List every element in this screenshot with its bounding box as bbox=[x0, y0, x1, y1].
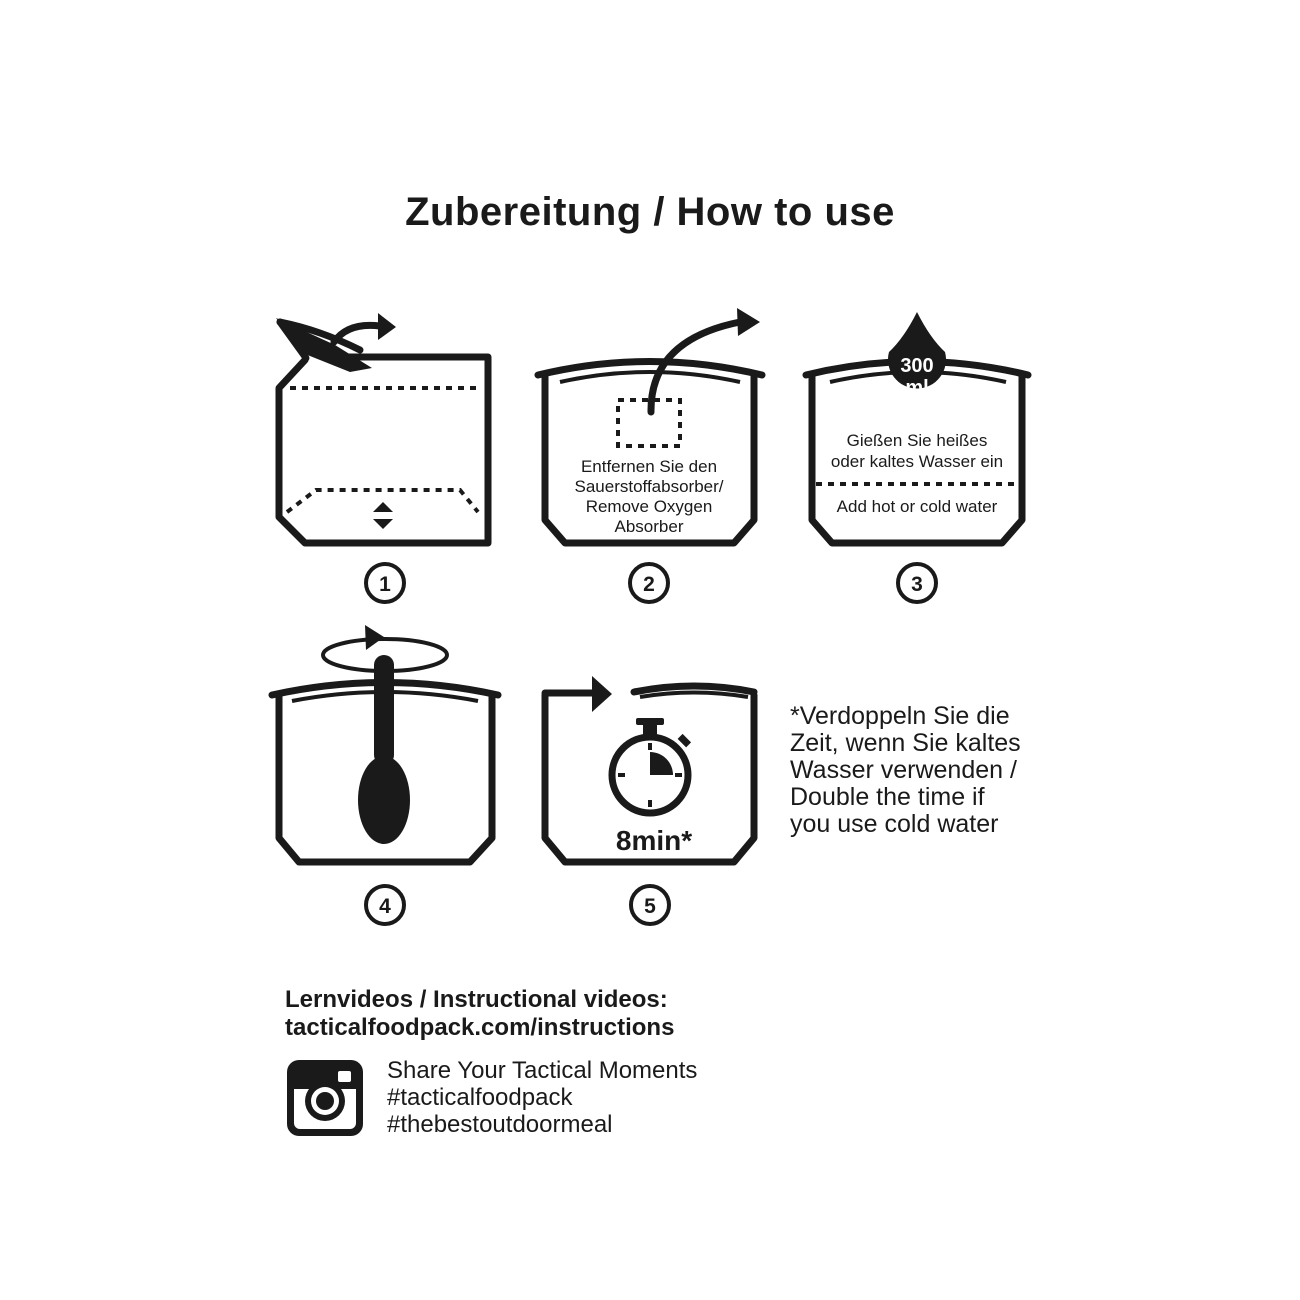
step-2-text-line-3: Remove Oxygen bbox=[585, 497, 713, 516]
note-line-1: *Verdoppeln Sie die bbox=[790, 702, 1010, 730]
step-2-pouch-illustration bbox=[538, 308, 762, 543]
learn-heading: Lernvideos / Instructional videos: bbox=[285, 986, 668, 1013]
note-line-2: Zeit, wenn Sie kaltes bbox=[790, 729, 1021, 757]
stopwatch-icon bbox=[612, 718, 691, 813]
step-2-number-badge bbox=[630, 564, 668, 602]
step-5-number: 5 bbox=[644, 895, 656, 918]
instagram-icon[interactable] bbox=[285, 1058, 365, 1138]
step-2-text-line-4: Absorber bbox=[614, 517, 684, 536]
peel-arrow-icon bbox=[334, 313, 396, 342]
step-1-number: 1 bbox=[379, 573, 391, 596]
step-4-pouch-illustration bbox=[272, 625, 498, 862]
step-5-pouch-illustration bbox=[545, 676, 754, 862]
timer-label: 8min* bbox=[615, 825, 693, 856]
step-2-text-line-2: Sauerstoffabsorber/ bbox=[574, 477, 724, 496]
step-2-number: 2 bbox=[643, 573, 655, 596]
step-3-text-line-3: Add hot or cold water bbox=[836, 497, 998, 516]
removal-arrow-icon bbox=[651, 308, 760, 412]
step-3-number: 3 bbox=[911, 573, 923, 596]
page-title: Zubereitung / How to use bbox=[405, 190, 895, 234]
step-2-text-line-1: Entfernen Sie den bbox=[580, 457, 718, 476]
note-line-5: you use cold water bbox=[790, 810, 999, 838]
note-line-4: Double the time if bbox=[790, 783, 985, 811]
cold-water-note bbox=[790, 703, 1021, 838]
step-1-number-badge bbox=[366, 564, 404, 602]
water-drop-icon bbox=[888, 312, 946, 399]
step-3-number-badge bbox=[898, 564, 936, 602]
instructions-link[interactable]: tacticalfoodpack.com/instructions bbox=[285, 1014, 675, 1041]
share-tagline: Share Your Tactical Moments bbox=[387, 1057, 698, 1084]
hashtag-thebestoutdoormeal[interactable]: #thebestoutdoormeal bbox=[387, 1111, 613, 1138]
water-amount-unit: ml bbox=[905, 377, 929, 399]
water-amount-value: 300 bbox=[900, 355, 934, 377]
step-5-number-badge bbox=[631, 886, 669, 924]
step-3-text-line-2: oder kaltes Wasser ein bbox=[830, 452, 1004, 471]
social-share bbox=[387, 1057, 697, 1138]
step-4-number-badge bbox=[366, 886, 404, 924]
step-1-pouch-illustration bbox=[276, 313, 488, 543]
hashtag-tacticalfoodpack[interactable]: #tacticalfoodpack bbox=[387, 1084, 573, 1111]
instructional-videos bbox=[285, 986, 674, 1042]
step-3-text-line-1: Gießen Sie heißes bbox=[846, 431, 988, 450]
step-4-number: 4 bbox=[379, 895, 391, 918]
step-3-pouch-illustration bbox=[806, 312, 1028, 543]
note-line-3: Wasser verwenden / bbox=[790, 756, 1017, 784]
